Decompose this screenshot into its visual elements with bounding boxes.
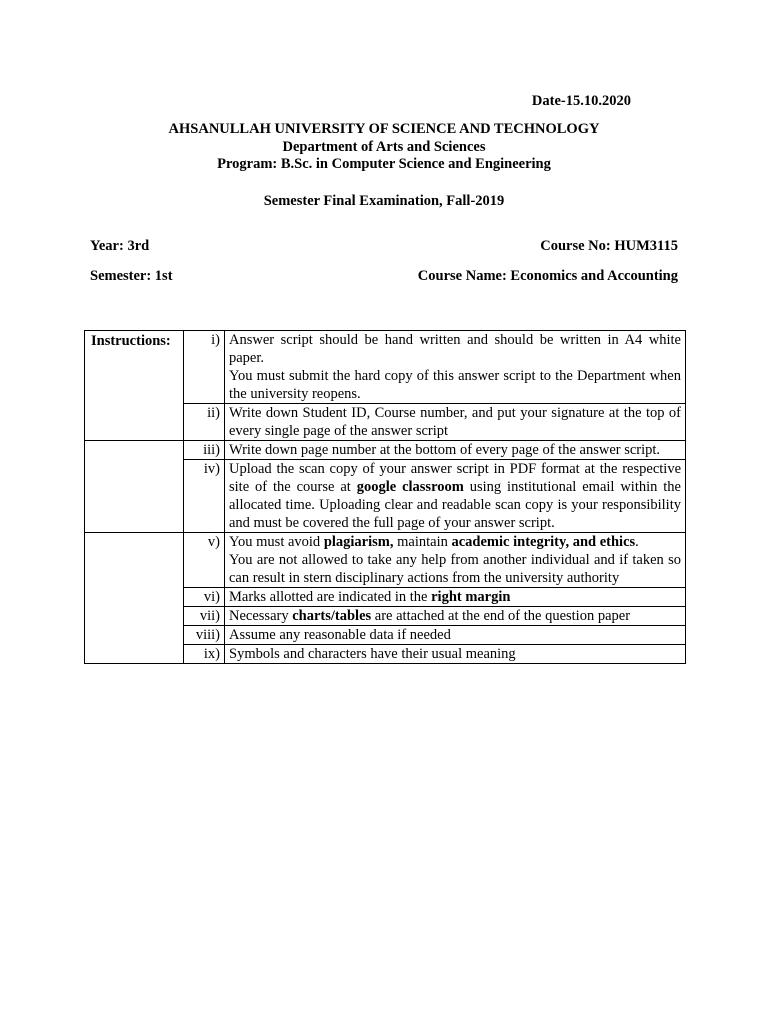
instruction-text-part: maintain bbox=[393, 534, 452, 550]
instruction-text-part: using institutional email within the allocated time. Uploading clear and readable scan copy is your responsibility and must be covered the full page of your answer script. bbox=[229, 479, 681, 531]
instruction-text: Write down page number at the bottom of every page of the answer script. bbox=[225, 441, 686, 460]
instruction-text-part: Upload the scan copy of your answer script in PDF format at the respective site of the course at bbox=[229, 461, 681, 495]
instruction-text bbox=[225, 533, 686, 588]
instructions-table bbox=[84, 330, 686, 664]
university-name: AHSANULLAH UNIVERSITY OF SCIENCE AND TECHNOLOGY bbox=[168, 121, 600, 137]
instruction-row bbox=[85, 331, 686, 404]
instruction-emphasis: plagiarism, bbox=[323, 534, 394, 550]
semester-label: Semester: 1st bbox=[90, 268, 173, 284]
year-label: Year: 3rd bbox=[90, 238, 150, 254]
instruction-line bbox=[229, 533, 681, 551]
instruction-text-part: You must avoid bbox=[229, 534, 324, 550]
course-number-label: Course No: HUM3115 bbox=[540, 238, 678, 254]
instruction-number: ix) bbox=[184, 645, 225, 664]
instruction-number: viii) bbox=[184, 626, 225, 645]
instruction-row bbox=[85, 533, 686, 588]
instruction-number: i) bbox=[184, 331, 225, 404]
instruction-text-part: Marks allotted are indicated in the bbox=[229, 589, 432, 605]
instruction-line: You must submit the hard copy of this answer script to the Department when the university reopens. bbox=[229, 368, 681, 402]
instruction-number: ii) bbox=[184, 404, 225, 441]
instruction-text-part: . bbox=[635, 534, 639, 550]
instruction-emphasis: academic integrity, and ethics bbox=[451, 534, 636, 550]
instruction-text bbox=[225, 607, 686, 626]
exam-date: Date-15.10.2020 bbox=[531, 93, 631, 109]
instruction-number: v) bbox=[184, 533, 225, 588]
instruction-text bbox=[225, 588, 686, 607]
instruction-text bbox=[225, 460, 686, 533]
instruction-number: iii) bbox=[184, 441, 225, 460]
instruction-line: Answer script should be hand written and should be written in A4 white paper. bbox=[229, 332, 681, 366]
exam-title: Semester Final Examination, Fall-2019 bbox=[263, 193, 505, 209]
instructions-label-cell bbox=[85, 441, 184, 533]
instruction-number: iv) bbox=[184, 460, 225, 533]
instruction-text: Symbols and characters have their usual meaning bbox=[225, 645, 686, 664]
instruction-number: vi) bbox=[184, 588, 225, 607]
instruction-row bbox=[85, 441, 686, 460]
instruction-emphasis: google classroom bbox=[356, 479, 464, 495]
instruction-text: Assume any reasonable data if needed bbox=[225, 626, 686, 645]
program-name: Program: B.Sc. in Computer Science and Engineering bbox=[217, 156, 551, 172]
instruction-text: Write down Student ID, Course number, and put your signature at the top of every single page of the answer script bbox=[225, 404, 686, 441]
instruction-line: You are not allowed to take any help from another individual and if taken so can result in stern disciplinary actions from the university authority bbox=[229, 552, 681, 586]
course-name-label: Course Name: Economics and Accounting bbox=[417, 268, 678, 284]
instruction-text bbox=[225, 331, 686, 404]
instruction-emphasis: right margin bbox=[431, 589, 511, 605]
instructions-label-cell bbox=[85, 533, 184, 664]
instruction-text-part: are attached at the end of the question paper bbox=[371, 608, 631, 624]
department-name: Department of Arts and Sciences bbox=[282, 138, 486, 155]
instruction-text-part: Necessary bbox=[229, 608, 293, 624]
exam-header bbox=[0, 121, 768, 174]
instruction-number: vii) bbox=[184, 607, 225, 626]
instructions-label: Instructions: bbox=[85, 331, 184, 441]
instruction-emphasis: charts/tables bbox=[292, 608, 372, 624]
